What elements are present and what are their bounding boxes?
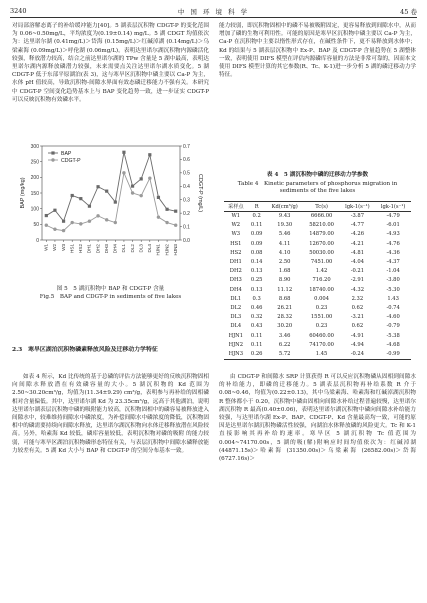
left-column-top [12, 22, 209, 104]
table-cell: -4.36 [386, 249, 400, 256]
x-tick-label: DH1 [86, 244, 92, 254]
table-cell: W1 [231, 213, 241, 219]
table-cell: 9.43 [278, 213, 291, 219]
x-tick-label: DH4 [112, 244, 118, 254]
table-cell: 0.23 [315, 305, 328, 312]
table-cell: 0.3 [252, 295, 261, 302]
table-cell: -4.79 [386, 213, 400, 219]
table-cell: 6.22 [278, 341, 291, 348]
table-cell: 30.20 [277, 323, 293, 330]
table-cell: -4.81 [350, 249, 365, 256]
table-row [224, 341, 411, 350]
table-cell: 0.09 [250, 240, 263, 247]
table-header-cell: Kd(cm³/g) [266, 202, 304, 212]
data-point-bap [105, 190, 108, 193]
y-tick-label: 250 [30, 159, 39, 166]
data-point-bap [165, 208, 168, 211]
table-row [224, 212, 411, 222]
table-cell: 0.004 [314, 295, 329, 302]
x-tick-label: W3 [60, 244, 66, 251]
y-tick-label: 300 [30, 143, 39, 150]
table-cell: -3.80 [386, 277, 400, 284]
table-cell: -0.99 [375, 350, 411, 360]
x-tick-label: HJN2 [164, 244, 170, 256]
data-point-bap [62, 220, 65, 223]
table-cell: 0.23 [315, 323, 328, 330]
data-point-bap [148, 153, 151, 156]
table-cell: W3 [231, 231, 241, 238]
paragraph: 由 CDGT-P 和间隙水 SRP 计算获得 R 可以反应沉积物磷从固相到间隙水的补给能力，即磷的迁移能力。5 湖表层沉积物再补给系数 R 介于 0.08~0.46，均值为(0.22±0.13)，其中乌梁素海、哈素海和红碱淖湖沉积物 R 整体都小于 0.20，沉积物中磷由固相向间隙水补给过程普遍较慢，达里诺尔湖沉积物 R 最高(0.40±0.06)，表明达里诺尔湖沉积物中磷向间隙水补给能力较强，与达里诺尔湖 Ex-P、BAP、CDGT-P、Kd 含量最高均一致，可能的原因是达里诺尔湖沉积物磷活性较强，向湖泊水体释放磷的风险更大。Tc 和 K-1 直接影响其再补给的速率。寒旱区 5 湖沉积物 Tc 值范围为 0.004~74170.00s，5 湖的吸(解)附响应时间均值依次为：红碱淖湖 (44871.15s)＞哈素海 (31350.00s)＞乌梁素海 (26582.00s)＞岱海 (6727.16s)＞ [219, 374, 416, 463]
y2-tick-label: 0.1 [183, 224, 190, 231]
table-cell: DL4 [230, 323, 242, 330]
table-cell: -4.93 [386, 231, 400, 238]
right-column-top [219, 22, 416, 79]
table-cell: -0.21 [350, 268, 365, 275]
table-row [224, 295, 411, 304]
table-cell: 0.2 [252, 213, 261, 219]
table-header-cell: Tc(s) [304, 202, 340, 212]
right-column-bottom [219, 373, 416, 463]
table-cell: 5.46 [278, 231, 291, 238]
table-cell: 4.10 [278, 249, 291, 256]
table-cell: 58210.00 [309, 222, 334, 229]
table-row [224, 313, 411, 322]
table-cell: 2.50 [278, 259, 291, 266]
table-cell: 0.13 [250, 286, 263, 293]
table-cell: DH1 [229, 259, 242, 266]
table-cell: -4.94 [350, 341, 365, 348]
data-point-bap [71, 194, 74, 197]
y2-tick-label: 0.0 [183, 237, 190, 244]
data-point-cdgt-p [88, 220, 91, 223]
paragraph: 对局部溶解态离子的补给缓冲能力[40]。5 湖表层沉积物 CDGT-P 的变化范围为 0.06~0.50mg/L，平均浓度为(0.19±0.14) mg/L。5 湖 CDGT 均值依次为：达里诺尔湖 (0.41mg/L)＞岱海 (0.15mg/L)＞红碱淖湖 (0.14mg/L)＞乌梁素海 (0.09mg/L)＞呼伦湖 (0.06mg/L)。表明达里诺尔湖沉积物内源磷活化较强，释放潜力较高，结合之前达里诺尔湖的 TPw 含量是 5 湖中最高，表明达里诺尔湖内源释放磷潜力较强，未来需要点关注达里诺尔湖水质变化。5 湖 CDGT-P 低于东部平原湖泊(表 3)，这与寒旱区沉积物中磷主要以 Ca-P 为主，水体 pH 值较高，导致沉积物-间隙水界面有效态磷迁移能力不强有关。本研究中 CDGT-P 空间变化趋势基本上与 BAP 变化趋势一致，进一步证实 CDGT-P 可以反映沉积物有效磷水平。 [12, 23, 209, 103]
data-point-cdgt-p [122, 171, 125, 174]
legend-marker-square [51, 151, 54, 154]
page-number: 3240 [10, 7, 27, 15]
figure-5-chart [18, 140, 203, 280]
table-cell: 0.11 [250, 341, 263, 348]
table-4-caption-en-2: sediments of the five lakes [279, 188, 356, 194]
y2-tick-label: 0.3 [183, 197, 190, 204]
legend-label: BAP [61, 150, 72, 157]
table-cell: -3.21 [350, 314, 365, 321]
data-point-cdgt-p [174, 224, 177, 227]
x-tick-label: DL2 [129, 244, 135, 253]
table-cell: 19.30 [277, 222, 293, 229]
data-point-cdgt-p [157, 215, 160, 218]
table-cell: -4.91 [350, 332, 365, 339]
table-cell: 0.14 [250, 259, 263, 266]
series-line-cdgt-p [46, 173, 175, 231]
y2-tick-label: 0.7 [183, 143, 190, 150]
x-tick-label: DL3 [138, 244, 144, 253]
y-tick-label: 50 [33, 222, 39, 229]
legend-marker-circle [51, 158, 54, 161]
x-tick-label: DH3 [103, 244, 109, 254]
table-cell: DL1 [230, 295, 242, 302]
y2-tick-label: 0.6 [183, 157, 190, 164]
data-point-cdgt-p [139, 194, 142, 197]
table-cell: 1.45 [304, 350, 340, 360]
table-cell: 0.46 [250, 305, 263, 312]
table-cell: -4.26 [350, 231, 365, 238]
y2-tick-label: 0.4 [183, 184, 190, 191]
table-header-cell: 采样点 [224, 202, 248, 212]
table-cell: 4.11 [278, 240, 291, 247]
table-row [224, 286, 411, 295]
data-point-cdgt-p [79, 222, 82, 225]
table-cell: -4.77 [350, 222, 365, 229]
volume-label: 45 卷 [400, 8, 417, 16]
table-cell: DL3 [230, 314, 242, 321]
table-cell: 6666.00 [310, 213, 333, 219]
y-tick-label: 0 [36, 237, 39, 244]
table-cell: -4.60 [386, 314, 400, 321]
y2-tick-label: 0.2 [183, 210, 190, 217]
table-cell: 0.32 [250, 314, 263, 321]
table-cell: 14879.00 [309, 231, 334, 238]
table-cell: 0.43 [250, 323, 263, 330]
table-header-cell: lgk-1(s⁻¹) [340, 202, 376, 212]
y-axis-label: BAP (mg/kg) [20, 177, 26, 209]
y2-axis-label: CDGT-P (mg/L) [197, 173, 203, 213]
table-row [224, 258, 411, 267]
data-point-cdgt-p [165, 221, 168, 224]
table-cell: 8.68 [278, 295, 291, 302]
data-point-bap [114, 200, 117, 203]
table-row [224, 230, 411, 239]
x-tick-label: W2 [52, 244, 58, 251]
table-row [224, 267, 411, 276]
data-point-cdgt-p [45, 224, 48, 227]
figure-5-caption-cn: 图 5 5 湖沉积物中 BAP 和 CDGT-P 含量 [56, 286, 165, 292]
data-point-bap [140, 177, 143, 180]
x-tick-label: DL4 [147, 244, 153, 253]
table-4 [224, 201, 411, 360]
table-cell: -4.21 [350, 240, 365, 247]
table-cell: 0.62 [351, 305, 364, 312]
x-tick-label: HJN1 [155, 244, 161, 256]
data-point-cdgt-p [131, 191, 134, 194]
table-row [224, 276, 411, 285]
data-point-cdgt-p [53, 228, 56, 231]
table-cell: 12670.00 [309, 240, 334, 247]
table-row [224, 332, 411, 341]
data-point-cdgt-p [96, 214, 99, 217]
table-cell: 50030.00 [309, 249, 334, 256]
header-rule [10, 17, 417, 18]
table-cell: 5.72 [266, 350, 304, 360]
table-row [224, 350, 411, 360]
data-point-cdgt-p [114, 221, 117, 224]
table-cell: 0.13 [250, 268, 263, 275]
data-point-bap [157, 196, 160, 199]
paragraph: 能力较弱，即沉积物固相中的磷不易被吸附固定，更容易释放到间隙水中，从而增加了磷的生物可利用性。可能的原因是寒旱区沉积物中磷主要以 Ca-P 为主，Ca-P 在沉积物中主要以惰性形式存在，在碱性条件下，更不易释放到水体中；Kd 的结果与 5 湖表层沉积物中 Ex-P、BAP 及 CDGT-P 含量趋势在 5 湖整体一致，表明使用 DIFS 模型在评估内源磷库容量的方法是非常可靠的，因而本文使用 DIFS 模型计算的其它参数(R、Tc、K-1)进一步分析 5 湖的磷迁移动力学特征。 [219, 23, 416, 79]
table-cell: -4.76 [386, 240, 400, 247]
table-cell: 1.43 [387, 295, 399, 302]
table-cell: 1551.00 [310, 314, 333, 321]
figure-5-caption-en: Fig.5 BAP and CDGT-P in sediments of five lakes [39, 294, 182, 300]
table-cell: 1.68 [278, 268, 291, 275]
table-cell: -4.04 [350, 259, 365, 266]
table-cell: 18740.00 [309, 286, 334, 293]
data-point-bap [53, 209, 56, 212]
left-column-bottom [12, 373, 209, 455]
table-cell: -5.30 [386, 286, 400, 293]
table-cell: DH4 [229, 286, 242, 293]
table-cell: 60460.00 [309, 332, 334, 339]
table-header-row [224, 202, 411, 212]
table-cell: -6.01 [386, 222, 400, 229]
table-cell: 0.62 [351, 323, 364, 330]
table-cell: -2.91 [350, 277, 365, 284]
table-cell: 11.12 [277, 286, 293, 293]
table-cell: -0.24 [340, 350, 376, 360]
table-4-caption-en: Table 4 Kinetic parameters of phosphorus migration in [237, 181, 398, 187]
data-point-cdgt-p [70, 221, 73, 224]
data-point-bap [88, 205, 91, 208]
table-header-cell: R [248, 202, 266, 212]
table-row [224, 221, 411, 230]
data-point-bap [122, 151, 125, 154]
data-point-cdgt-p [148, 177, 151, 180]
page-header [10, 5, 417, 17]
table-cell: 0.26 [248, 350, 266, 360]
paragraph: 如表 4 所示，Kd 比传统的基于总磷的评估方法能够更好的反映沉积物固相向间隙水释放潜在有效磷容量的大小。5 湖沉积物的 Kd 范围为 2.50~30.20cm³/g，均值为(11.34±9.29) cm³/g，表明参与再补给的固相磷相对含量偏低。其中，达里诺尔湖 Kd 为 23.35cm³/g，远高于其他湖泊，说明达里诺尔湖表层沉积物中磷的吸附能力较高，沉积物固相中的磷容易被释放进入间隙水中，较难维持间隙水中磷浓度，为补偿间隙水中磷浓度的降低，沉积物固相中的磷需要持续向间隙水释放，达里诺尔湖沉积物向水体迁移释放潜在风险较高。另外，哈素海 Kd 较低，磷库容量较低，表明沉积物对磷的吸附 的能力较弱，可能与寒旱区湖泊沉积物磷形态特征有关，与表层沉积物中间隙水磷释放能力较差有关。5 湖 Kd 大小与 BAP 和 CDGT-P 的空间分布基本一致。 [12, 374, 209, 454]
data-point-bap [131, 185, 134, 188]
table-row [224, 240, 411, 249]
x-tick-label: DH2 [95, 244, 101, 254]
table-cell: 3.46 [278, 332, 291, 339]
table-cell: -4.32 [350, 286, 365, 293]
table-cell: 28.32 [277, 314, 293, 321]
table-cell: HS2 [230, 249, 242, 256]
table-cell: -0.79 [386, 323, 400, 330]
table-header-cell: lgk-1(s⁻¹) [375, 202, 411, 212]
data-point-bap [79, 197, 82, 200]
x-tick-label: W1 [43, 244, 49, 251]
table-row [224, 249, 411, 258]
table-cell: HJN3 [224, 350, 248, 360]
table-cell: W2 [231, 222, 241, 229]
table-cell: -4.37 [386, 259, 400, 266]
table-cell: -5.38 [386, 332, 400, 339]
table-cell: 8.90 [278, 277, 291, 284]
table-cell: HJN1 [228, 332, 244, 339]
x-tick-label: HS2 [78, 244, 84, 253]
table-row [224, 304, 411, 313]
table-cell: 7451.00 [310, 259, 333, 266]
section-heading: 2.3 寒旱区湖泊沉积物磷素释放风险及迁移动力学特征 [12, 346, 158, 353]
table-cell: 0.11 [250, 222, 263, 229]
table-cell: HS1 [230, 240, 242, 247]
table-cell: 0.08 [250, 249, 263, 256]
table-cell: DL2 [230, 305, 242, 312]
table-4-caption-cn: 表 4 5 湖沉积物中磷的迁移动力学参数 [266, 172, 369, 178]
table-cell: 2.32 [351, 295, 364, 302]
data-point-cdgt-p [105, 218, 108, 221]
table-row [224, 322, 411, 331]
table-cell: 0.25 [250, 277, 263, 284]
x-tick-label: DL1 [121, 244, 127, 253]
table-cell: DH2 [229, 268, 242, 275]
y-tick-label: 200 [30, 175, 39, 182]
table-cell: 0.11 [250, 332, 263, 339]
table-cell: 1.42 [315, 268, 328, 275]
journal-title: 中 国 环 境 科 学 [177, 8, 250, 16]
table-cell: 26.21 [277, 305, 293, 312]
table-cell: -0.74 [386, 305, 400, 312]
table-cell: DH3 [229, 277, 242, 284]
data-point-cdgt-p [62, 229, 65, 232]
data-point-bap [45, 214, 48, 217]
x-tick-label: HS1 [69, 244, 75, 253]
y2-tick-label: 0.5 [183, 170, 190, 177]
legend-label: CDGT-P [61, 157, 81, 164]
y-tick-label: 100 [30, 206, 39, 213]
table-cell: -4.68 [386, 341, 400, 348]
table-cell: -3.87 [350, 213, 365, 219]
table-cell: -1.04 [386, 268, 400, 275]
table-cell: 0.09 [250, 231, 263, 238]
table-cell: 716.20 [312, 277, 331, 284]
x-tick-label: HJN3 [172, 244, 178, 256]
data-point-bap [96, 185, 99, 188]
data-point-bap [174, 210, 177, 213]
table-cell: 74170.00 [309, 341, 334, 348]
table-cell: HJN2 [228, 341, 244, 348]
y-tick-label: 150 [30, 190, 39, 197]
